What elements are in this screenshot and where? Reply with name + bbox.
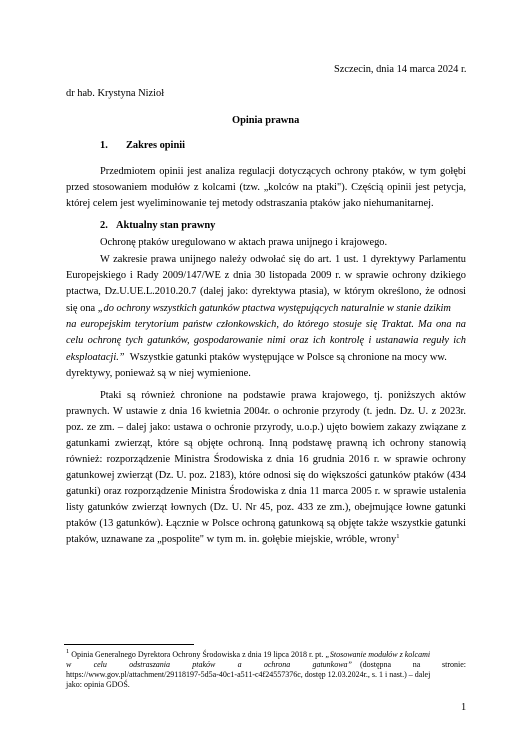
directive-quote-line-3: celu ochronę tych gatunków, gospodarowanie nimi oraz ich kontrolę i ustanawia reguły ich (66, 335, 466, 346)
addressee: dr hab. Krystyna Nizioł (66, 88, 165, 99)
section-1-line-1: Przedmiotem opinii jest analiza regulacji dotyczących ochrony ptaków, w tym gołębi (100, 166, 466, 177)
directive-quote-end: eksploatacji.” (66, 352, 125, 363)
para2-line-7: gatunki) oraz rozporządzenie Ministra Środowiska z dnia 11 marca 2005 r. w sprawie ustalenia (66, 486, 466, 497)
footnote-line-1-text: Opinia Generalnego Dyrektora Ochrony Środowiska z dnia 19 lipca 2018 r. pt. (71, 650, 326, 659)
directive-quote-start: „do ochrony wszystkich gatunków ptactwa występujących naturalnie w stanie dzikim (97, 303, 451, 314)
para1-line-9: dyrektywy, ponieważ są w niej wymienione. (66, 368, 251, 379)
place-date: Szczecin, dnia 14 marca 2024 r. (334, 64, 467, 75)
footnote-title-start: „Stosowanie modułów z kolcami (325, 650, 431, 659)
section-2-heading: Aktualny stan prawny (116, 220, 216, 231)
para2-line-8: listy gatunków zwierząt łownych (Dz. U. Nr 45, poz. 433 ze zm.), obejmujące łowne gatunki (66, 502, 466, 513)
footnote-line-3: https://www.gov.pl/attachment/29118197-5d5a-40c1-a511-c4f24557376c, dostęp 12.03.2024r., s. 1 i nast.) – dalej (66, 670, 431, 679)
footnote-title-end: w celu odstraszania ptaków a ochrona gatunkowa” (66, 660, 352, 669)
document-title: Opinia prawna (232, 115, 300, 126)
section-2-intro: Ochronę ptaków uregulowano w aktach prawa unijnego i krajowego. (100, 237, 388, 248)
para2-line-6: gatunkowej zwierząt (Dz. U. poz. 2183), które odnosi się do większości gatunków ptaków (434 (66, 470, 466, 481)
para1-line-8-text: Wszystkie gatunki ptaków występujące w Polsce są chronione na mocy ww. (129, 352, 447, 363)
para1-line-1: W zakresie prawa unijnego należy odwołać się do art. 1 ust. 1 dyrektywy Parlamentu (100, 254, 466, 265)
para2-line-3: poz. ze zm. – dalej jako: ustawa o ochronie przyrody, u.o.p.) ujęto bowiem zakazy związane z (66, 422, 466, 433)
footnote-line-4: jako: opinia GDOŚ. (66, 680, 130, 689)
section-1-line-2: przed stosowaniem modułów z kolcami (tzw. „kolców na ptaki"). Częścią opinii jest petycja, (66, 182, 466, 193)
para1-line-3: ptactwa, Dz.U.UE.L.2010.20.7 (dalej jako: dyrektywa ptasia), w którym określono, że odnosi (66, 286, 466, 297)
para2-line-10 (66, 532, 399, 548)
footnote-available-label: (dostępna na stronie: (360, 660, 466, 669)
para2-line-4: gatunkami zwierząt, które są objęte ochroną. Inną podstawę prawną ich ochrony stanowią (66, 438, 466, 449)
section-1-number: 1. (100, 140, 108, 151)
section-2-number: 2. (100, 220, 108, 231)
footnote-line-2 (66, 660, 466, 670)
para1-line-4-text: się ona (66, 303, 96, 314)
footnote-line-1 (66, 650, 430, 660)
para1-line-2: Europejskiego i Rady 2009/147/WE z dnia 30 listopada 2009 r. w sprawie ochrony dzikiego (66, 270, 466, 281)
para2-line-2: prawnych. W ustawie z dnia 16 kwietnia 2004r. o ochronie przyrody (t. jedn. Dz. U. z 2023r. (66, 406, 466, 417)
footnote-reference[interactable]: 1 (396, 533, 400, 540)
page-number: 1 (461, 702, 467, 713)
directive-quote-line-2: na europejskim terytorium państw członkowskich, do którego stosuje się Traktat. Ma ona na (66, 319, 466, 330)
para1-line-8 (66, 350, 447, 366)
footnote-separator (64, 644, 194, 645)
para2-line-10-text: ptaków, uznawane za „pospolite" w tym m. in. gołębie miejskie, wróble, wrony (66, 534, 397, 545)
para2-line-1: Ptaki są również chronione na podstawie prawa krajowego, tj. poniższych aktów (100, 390, 466, 401)
para2-line-5: również: rozporządzenie Ministra Środowiska z dnia 16 grudnia 2016 r. w sprawie ochrony (66, 454, 466, 465)
footnote-number: 1 (66, 648, 70, 655)
para2-line-9: ptaków (13 gatunków). Łącznie w Polsce ochroną gatunkową są objęte także wszystkie gatunki (66, 518, 466, 529)
section-1-heading: Zakres opinii (126, 140, 185, 151)
para1-line-4 (66, 301, 451, 317)
section-1-line-3: której celem jest wyeliminowanie tej metody odstraszania ptaków jako niehumanitarnej. (66, 198, 434, 209)
